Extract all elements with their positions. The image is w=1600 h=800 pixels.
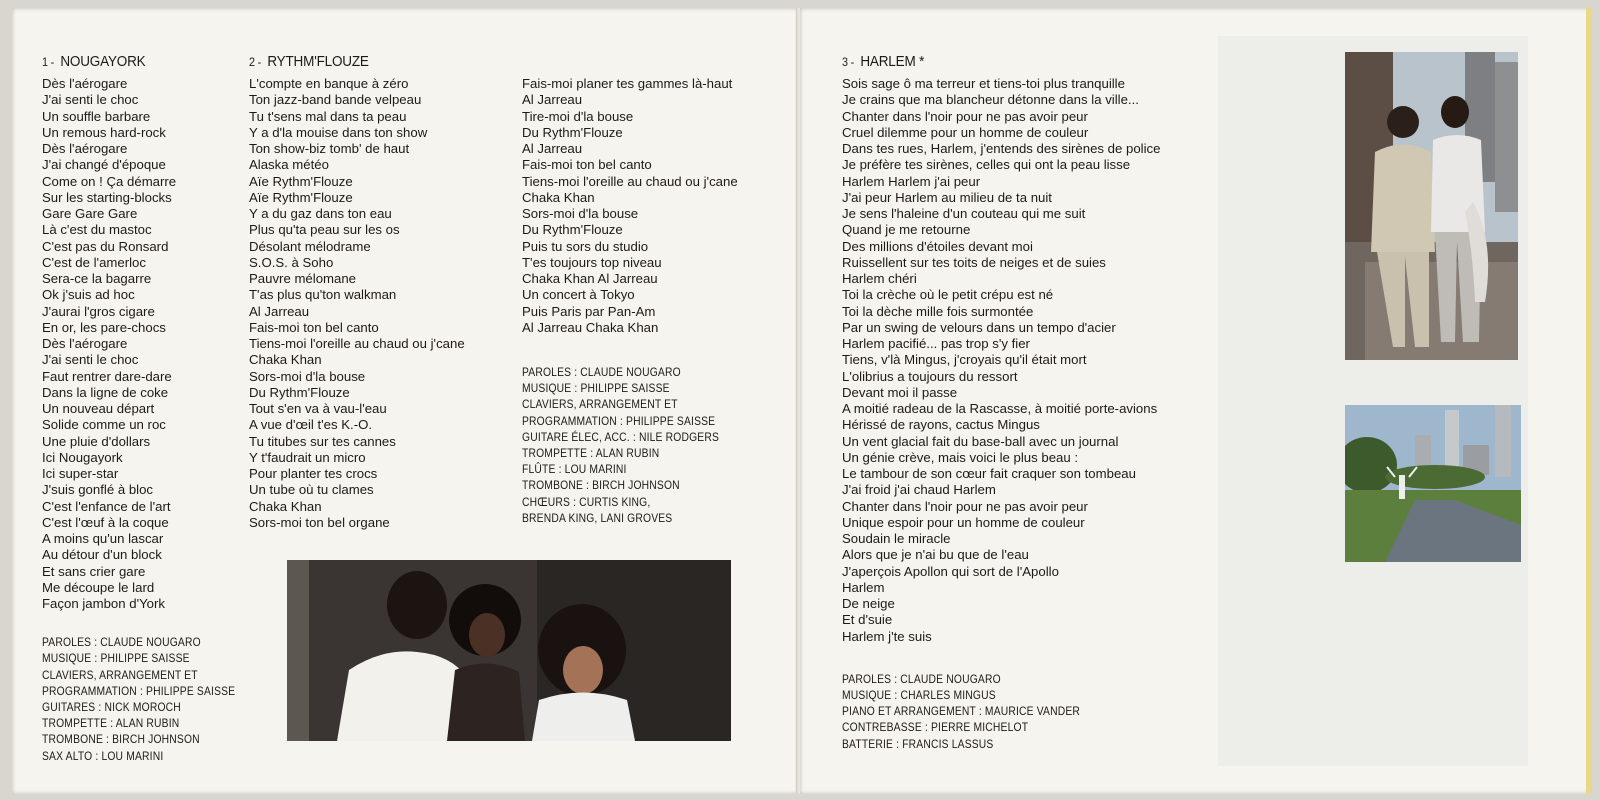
text-line: Là c'est du mastoc xyxy=(42,222,152,238)
song-rythmflouze-continued xyxy=(522,76,751,526)
text-line: Dans tes rues, Harlem, j'entends des sirènes de police xyxy=(842,141,1161,156)
text-line: Toi la dèche mille fois surmontée xyxy=(842,303,1034,319)
text-line: C'est pas du Ronsard xyxy=(42,238,169,254)
text-line: GUITARES : NICK MOROCH xyxy=(42,700,181,715)
text-line: Tu titubes sur tes cannes xyxy=(249,433,396,449)
text-line: Y a d'la mouise dans ton show xyxy=(249,124,428,140)
text-line: Harlem Harlem j'ai peur xyxy=(842,173,981,189)
text-line: Solide comme un roc xyxy=(42,417,166,433)
text-line: CONTREBASSE : PIERRE MICHELOT xyxy=(842,720,1029,735)
text-line: Le tambour de son cœur fait craquer son tombeau xyxy=(842,466,1136,481)
text-line: Façon jambon d'York xyxy=(42,596,165,611)
text-line: Pour planter tes crocs xyxy=(249,466,378,481)
text-line: Un remous hard-rock xyxy=(42,124,166,140)
text-line: Sors-moi d'la bouse xyxy=(249,368,366,384)
text-line: J'ai peur Harlem au milieu de ta nuit xyxy=(842,189,1052,205)
text-line: En or, les pare-chocs xyxy=(42,319,166,335)
text-line: Ok j'suis ad hoc xyxy=(42,287,135,303)
text-line: Tiens-moi l'oreille au chaud ou j'cane xyxy=(249,336,465,351)
text-line: TROMBONE : BIRCH JOHNSON xyxy=(42,732,200,747)
text-line: Sur les starting-blocks xyxy=(42,189,172,205)
text-line: Tiens-moi l'oreille au chaud ou j'cane xyxy=(522,173,738,189)
text-line: Alors que je n'ai bu que de l'eau xyxy=(842,547,1029,563)
text-line: Un vent glacial fait du base-ball avec un journal xyxy=(842,433,1119,449)
text-line: Ton jazz-band bande velpeau xyxy=(249,92,422,108)
text-line: Ton show-biz tomb' de haut xyxy=(249,141,410,156)
text-line: S.O.S. à Soho xyxy=(249,254,334,270)
text-line: CLAVIERS, ARRANGEMENT ET xyxy=(522,397,678,412)
text-line: Sors-moi d'la bouse xyxy=(522,206,639,221)
text-line: Tire-moi d'la bouse xyxy=(522,108,634,124)
text-line: Chanter dans l'noir pour ne pas avoir peur xyxy=(842,108,1088,124)
text-line: Y t'faudrait un micro xyxy=(249,449,366,465)
text-line: Un génie crève, mais voici le plus beau : xyxy=(842,449,1079,465)
text-line: Cruel dilemme pour un homme de couleur xyxy=(842,124,1089,140)
text-line: Une pluie d'dollars xyxy=(42,433,151,449)
text-line: Pauvre mélomane xyxy=(249,271,357,286)
song-lyrics xyxy=(42,76,267,612)
text-line: T'as plus qu'ton walkman xyxy=(249,287,397,303)
text-line: A moitié radeau de la Rascasse, à moitié porte-avions xyxy=(842,401,1158,416)
text-line: Un tube où tu clames xyxy=(249,482,374,498)
text-line: Sois sage ô ma terreur et tiens-toi plus tranquille xyxy=(842,76,1125,91)
text-line: Fais-moi planer tes gammes là-haut xyxy=(522,76,733,91)
song-credits xyxy=(842,671,1116,752)
text-line: J'aperçois Apollon qui sort de l'Apollo xyxy=(842,563,1059,579)
text-line: TROMBONE : BIRCH JOHNSON xyxy=(522,478,680,493)
text-line: J'ai senti le choc xyxy=(42,352,139,368)
text-line: C'est l'enfance de l'art xyxy=(42,498,171,514)
text-line: Come on ! Ça démarre xyxy=(42,173,177,189)
text-line: Désolant mélodrame xyxy=(249,238,371,254)
song-lyrics xyxy=(249,76,465,531)
text-line: Toi la crèche où le petit crépu est né xyxy=(842,287,1054,303)
text-line: T'es toujours top niveau xyxy=(522,254,662,270)
text-line: J'aurai l'gros cigare xyxy=(42,303,155,319)
text-line: Chaka Khan Al Jarreau xyxy=(522,271,658,286)
text-line: TROMPETTE : ALAN RUBIN xyxy=(522,446,660,461)
song-harlem xyxy=(842,52,1160,752)
text-line: Sera-ce la bagarre xyxy=(42,271,152,286)
text-line: Par un swing de velours dans un tempo d'acier xyxy=(842,319,1116,335)
text-line: Du Rythm'Flouze xyxy=(249,384,350,400)
text-line: Tu t'sens mal dans ta peau xyxy=(249,108,407,124)
text-line: Aïe Rythm'Flouze xyxy=(249,173,353,189)
song-nougayork xyxy=(42,52,267,764)
text-line: MUSIQUE : PHILIPPE SAISSE xyxy=(42,651,190,666)
text-line: PROGRAMMATION : PHILIPPE SAISSE xyxy=(42,683,236,698)
text-line: Fais-moi ton bel canto xyxy=(249,319,379,335)
text-line: De neige xyxy=(842,596,895,611)
text-line: J'ai senti le choc xyxy=(42,92,139,108)
text-line: Ici Nougayork xyxy=(42,449,123,465)
text-line: J'ai changé d'époque xyxy=(42,157,166,173)
text-line: BATTERIE : FRANCIS LASSUS xyxy=(842,736,994,751)
text-line: PAROLES : CLAUDE NOUGARO xyxy=(42,635,201,650)
text-line: Je crains que ma blancheur détonne dans la ville... xyxy=(842,92,1139,108)
text-line: Dès l'aérogare xyxy=(42,141,128,156)
text-line: A vue d'œil t'es K.-O. xyxy=(249,417,373,433)
text-line: Harlem j'te suis xyxy=(842,628,932,644)
text-line: Je préfère tes sirènes, celles qui ont la peau lisse xyxy=(842,157,1131,173)
song-title: 2 - RYTHM'FLOUZE xyxy=(249,53,369,70)
text-line: Du Rythm'Flouze xyxy=(522,124,623,140)
photo-two-men-new-york xyxy=(1345,52,1518,360)
song-credits xyxy=(522,364,719,526)
text-line: C'est de l'amerloc xyxy=(42,254,146,270)
text-line: Harlem chéri xyxy=(842,271,917,286)
text-line: Al Jarreau Chaka Khan xyxy=(522,319,659,335)
text-line: Harlem pacifié... pas trop s'y fier xyxy=(842,336,1030,351)
text-line: L'olibrius a toujours du ressort xyxy=(842,368,1018,384)
text-line: J'ai froid j'ai chaud Harlem xyxy=(842,482,996,498)
text-line: Ruissellent sur tes toits de neiges et de suies xyxy=(842,254,1106,270)
text-line: Harlem xyxy=(842,579,885,595)
text-line: Chanter dans l'noir pour ne pas avoir peur xyxy=(842,498,1088,514)
text-line: Tiens, v'là Mingus, j'croyais qu'il était mort xyxy=(842,352,1087,368)
text-line: Un concert à Tokyo xyxy=(522,287,635,303)
text-line: Des millions d'étoiles devant moi xyxy=(842,238,1033,254)
song-lyrics xyxy=(842,76,1160,645)
text-line: Devant moi il passe xyxy=(842,384,958,400)
text-line: J'suis gonflé à bloc xyxy=(42,482,154,498)
text-line: Unique espoir pour un homme de couleur xyxy=(842,514,1085,530)
text-line: Et d'suie xyxy=(842,612,893,628)
text-line: CLAVIERS, ARRANGEMENT ET xyxy=(42,667,198,682)
text-line: PROGRAMMATION : PHILIPPE SAISSE xyxy=(522,413,716,428)
photo-three-singers xyxy=(287,560,731,741)
text-line: Chaka Khan xyxy=(522,189,595,205)
text-line: SAX ALTO : LOU MARINI xyxy=(42,748,164,763)
text-line: Et sans crier gare xyxy=(42,563,146,579)
text-line: Du Rythm'Flouze xyxy=(522,222,623,238)
text-line: Un souffle barbare xyxy=(42,108,151,124)
text-line: Fais-moi ton bel canto xyxy=(522,157,652,173)
text-line: TROMPETTE : ALAN RUBIN xyxy=(42,716,180,731)
text-line: GUITARE ÉLEC, ACC. : NILE RODGERS xyxy=(522,429,720,444)
text-line: PAROLES : CLAUDE NOUGARO xyxy=(522,365,681,379)
text-line: Y a du gaz dans ton eau xyxy=(249,206,392,221)
text-line: Dès l'aérogare xyxy=(42,336,128,351)
text-line: Puis tu sors du studio xyxy=(522,238,649,254)
text-line: Dans la ligne de coke xyxy=(42,384,169,400)
text-line: Je sens l'haleine d'un couteau qui me suit xyxy=(842,206,1086,221)
text-line: FLÛTE : LOU MARINI xyxy=(522,462,627,477)
text-line: BRENDA KING, LANI GROVES xyxy=(522,510,673,525)
text-line: Dès l'aérogare xyxy=(42,76,128,91)
text-line: Gare Gare Gare xyxy=(42,206,138,221)
text-line: CHŒURS : CURTIS KING, xyxy=(522,494,651,509)
text-line: MUSIQUE : CHARLES MINGUS xyxy=(842,687,996,702)
song-title: 1 - NOUGAYORK xyxy=(42,53,146,70)
text-line: Al Jarreau xyxy=(522,141,583,156)
text-line: Un nouveau départ xyxy=(42,401,155,416)
song-lyrics-continued xyxy=(522,76,751,336)
text-line: Hérissé de rayons, cactus Mingus xyxy=(842,417,1040,433)
text-line: C'est l'œuf à la coque xyxy=(42,514,169,530)
text-line: Aïe Rythm'Flouze xyxy=(249,189,353,205)
text-line: Puis Paris par Pan-Am xyxy=(522,303,656,319)
text-line: Chaka Khan xyxy=(249,498,322,514)
text-line: L'compte en banque à zéro xyxy=(249,76,409,91)
text-line: Me découpe le lard xyxy=(42,579,155,595)
text-line: PAROLES : CLAUDE NOUGARO xyxy=(842,671,1001,686)
text-line: Soudain le miracle xyxy=(842,531,951,546)
photo-central-park xyxy=(1345,405,1521,562)
text-line: A moins qu'un lascar xyxy=(42,531,164,546)
text-line: Al Jarreau xyxy=(522,92,583,108)
text-line: Tout s'en va à vau-l'eau xyxy=(249,401,387,416)
song-title: 3 - HARLEM * xyxy=(842,53,925,70)
text-line: Faut rentrer dare-dare xyxy=(42,368,172,384)
text-line: Ici super-star xyxy=(42,466,119,481)
text-line: Plus qu'ta peau sur les os xyxy=(249,222,400,238)
text-line: Al Jarreau xyxy=(249,303,310,319)
song-credits xyxy=(42,634,235,764)
text-line: PIANO ET ARRANGEMENT : MAURICE VANDER xyxy=(842,704,1081,719)
text-line: Au détour d'un block xyxy=(42,547,162,563)
text-line: Quand je me retourne xyxy=(842,222,971,238)
song-rythmflouze xyxy=(249,52,465,531)
booklet-edge xyxy=(1586,8,1592,794)
text-line: MUSIQUE : PHILIPPE SAISSE xyxy=(522,381,670,396)
text-line: Sors-moi ton bel organe xyxy=(249,514,390,530)
text-line: Chaka Khan xyxy=(249,352,322,368)
text-line: Alaska météo xyxy=(249,157,329,173)
